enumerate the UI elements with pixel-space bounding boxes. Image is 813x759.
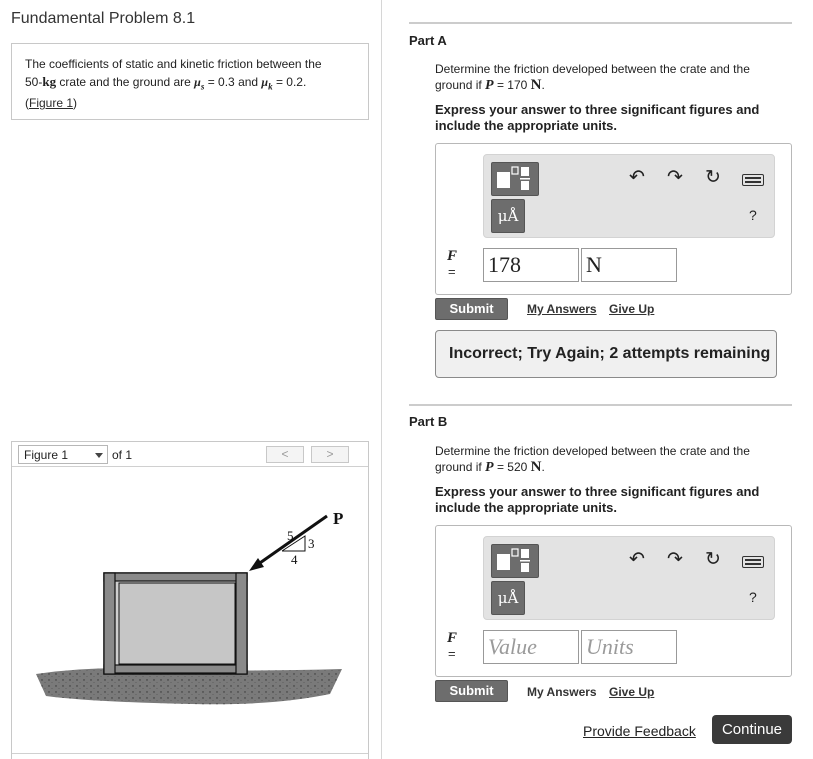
figure-link[interactable]: Figure 1 (29, 96, 74, 111)
undo-icon[interactable]: ↶ (629, 549, 645, 570)
part-b-question: Determine the friction developed between the crate and the ground if P = 520 N. (435, 444, 750, 475)
figure-toolbar (12, 442, 368, 467)
part-a-answer-box (435, 143, 792, 295)
symbols-button[interactable]: μÅ (491, 581, 525, 615)
part-a-question: Determine the friction developed between the crate and the ground if P = 170 N. (435, 62, 750, 93)
part-b-answer-box (435, 525, 792, 677)
fraction-template-icon (492, 545, 538, 577)
part-a-var-label: F (447, 248, 458, 264)
problem-statement: The coefficients of static and kinetic friction between the 50-kg crate and the ground are $\mu_s = 0.3$ and $\mu_k = 0.2$. (Figure 1) (11, 43, 369, 120)
part-b-title: Part B (409, 414, 448, 429)
figure-select[interactable]: Figure 1 (18, 445, 108, 464)
problem-text-line1: The coefficients of static and kinetic friction between the (25, 57, 322, 71)
mu-k-symbol: μ (261, 75, 269, 89)
part-a-divider (409, 22, 792, 24)
part-b-instruction: Express your answer to three significant figures and include the appropriate units. (435, 484, 760, 515)
crate-figure (12, 468, 368, 753)
part-b-divider (409, 404, 792, 406)
part-a-units-input[interactable]: N (581, 248, 677, 282)
svg-text:4: 4 (291, 552, 298, 567)
provide-feedback-link[interactable]: Provide Feedback (583, 723, 696, 739)
part-a-math-toolbar (483, 154, 775, 238)
figure-count: of 1 (112, 448, 133, 462)
svg-text:3: 3 (308, 536, 315, 551)
template-button[interactable] (491, 162, 539, 196)
redo-icon[interactable]: ↷ (667, 549, 683, 570)
part-a-feedback: Incorrect; Try Again; 2 attempts remaining (435, 330, 777, 378)
reset-icon[interactable]: ↻ (705, 549, 721, 570)
part-b-submit-button[interactable]: Submit (435, 680, 508, 702)
part-a-value-input[interactable]: 178 (483, 248, 579, 282)
part-a-my-answers-link[interactable]: My Answers (527, 302, 597, 316)
part-a-title: Part A (409, 33, 447, 48)
mu-s-symbol: μ (194, 75, 201, 89)
keyboard-icon[interactable] (742, 174, 764, 186)
prev-figure-button[interactable]: < (266, 446, 304, 463)
svg-text:5: 5 (287, 528, 294, 543)
undo-icon[interactable]: ↶ (629, 167, 645, 188)
force-label: P (333, 509, 344, 528)
keyboard-icon[interactable] (742, 556, 764, 568)
part-b-units-input[interactable]: Units (581, 630, 677, 664)
continue-button[interactable]: Continue (712, 715, 792, 744)
problem-title: Fundamental Problem 8.1 (11, 10, 196, 27)
part-b-give-up-link[interactable]: Give Up (609, 685, 655, 699)
symbols-button[interactable]: μÅ (491, 199, 525, 233)
reset-icon[interactable]: ↻ (705, 167, 721, 188)
part-a-instruction: Express your answer to three significant figures and include the appropriate units. (435, 102, 760, 133)
redo-icon[interactable]: ↷ (667, 167, 683, 188)
template-button[interactable] (491, 544, 539, 578)
part-a-submit-button[interactable]: Submit (435, 298, 508, 320)
figure-panel (11, 441, 369, 759)
part-b-math-toolbar (483, 536, 775, 620)
next-figure-button[interactable]: > (311, 446, 349, 463)
part-a-equals: = (448, 264, 456, 279)
problem-text-line2: 50-kg crate and the ground are $\mu_s = 0.3$ and $\mu_k = 0.2$. (25, 74, 307, 92)
fraction-template-icon (492, 163, 538, 195)
part-b-my-answers-link[interactable]: My Answers (527, 685, 597, 699)
part-b-var-label: F (447, 630, 458, 646)
help-icon[interactable]: ? (749, 589, 757, 605)
left-panel (0, 0, 382, 759)
help-icon[interactable]: ? (749, 207, 757, 223)
chevron-down-icon (95, 453, 103, 458)
part-a-give-up-link[interactable]: Give Up (609, 302, 655, 316)
part-b-value-input[interactable]: Value (483, 630, 579, 664)
part-b-equals: = (448, 646, 456, 661)
